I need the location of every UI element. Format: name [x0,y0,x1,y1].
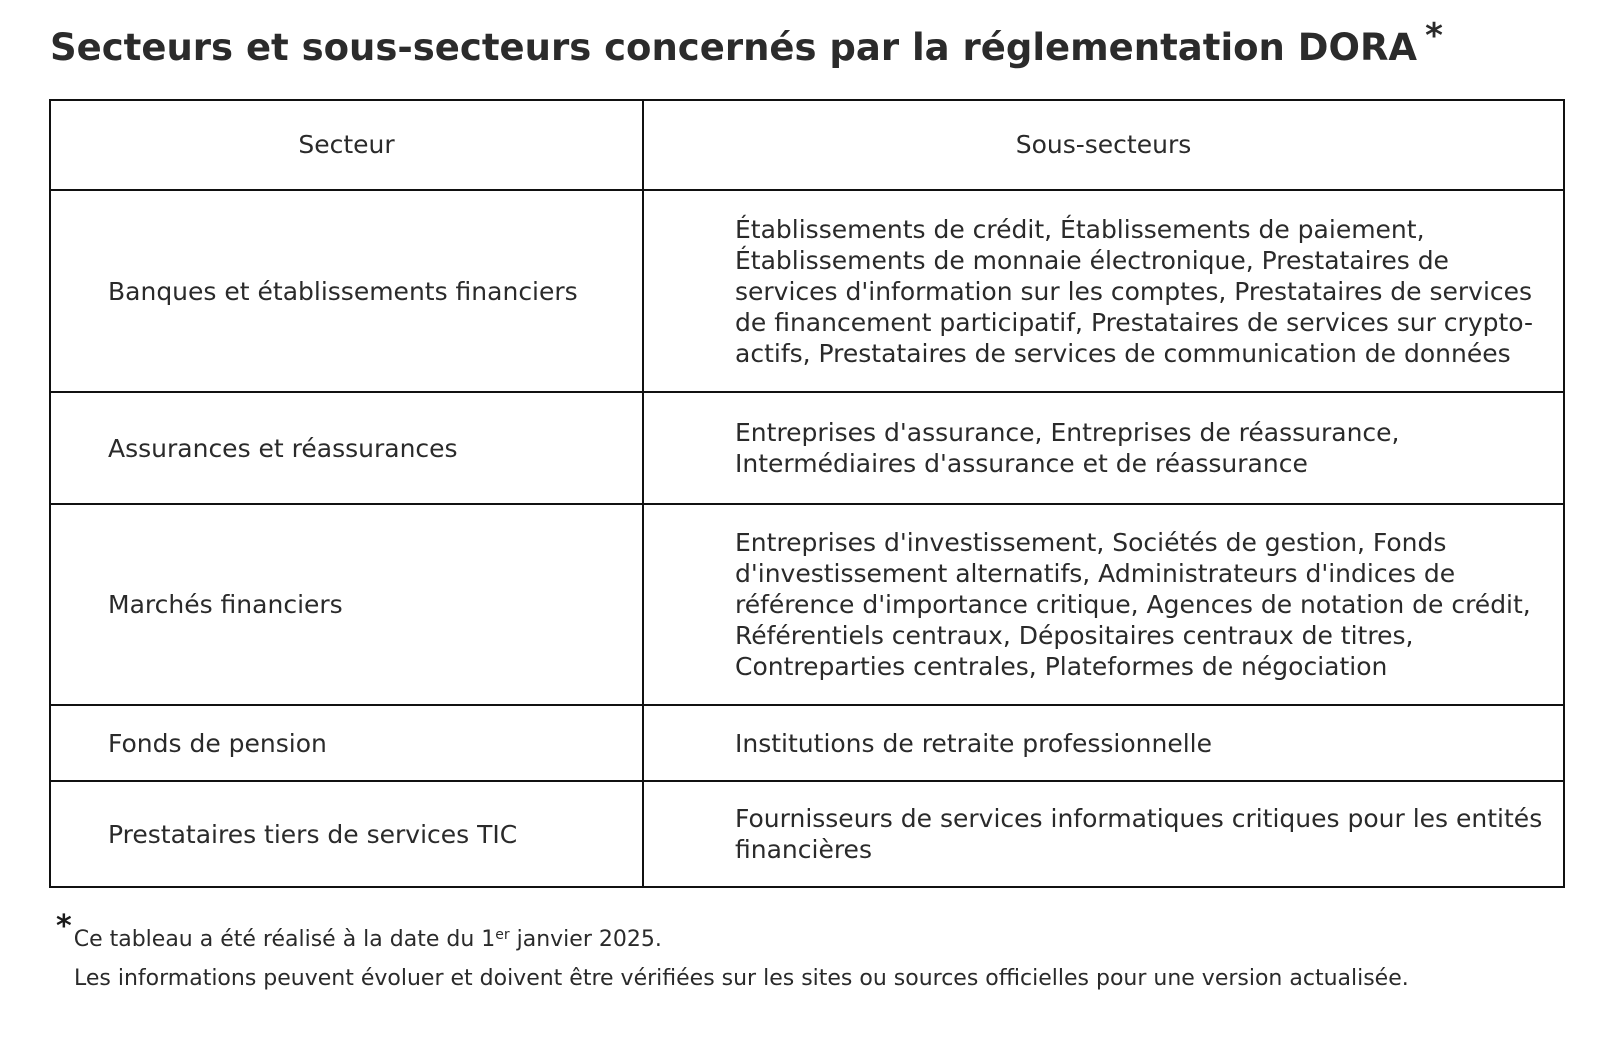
page-title-text: Secteurs et sous-secteurs concernés par la réglementation DORA [50,26,1418,69]
table-row [50,781,1564,887]
sector-cell: Assurances et réassurances [50,392,643,504]
sector-cell: Prestataires tiers de services TIC [50,781,643,887]
sector-cell: Fonds de pension [50,705,643,781]
footnote-asterisk: * [56,909,72,944]
sectors-table [49,99,1565,888]
table-row [50,392,1564,504]
footnote-ordinal-suffix: er [495,927,510,943]
sub-sectors-cell: Entreprises d'investissement, Sociétés de gestion, Fonds d'investissement alternatifs, Administrateurs d'indices de référence d'importance critique, Agences de notation de crédit, Référentiels centraux, Dépositaires centraux de titres, Contreparties centrales, Plateformes de négociation [643,504,1564,705]
column-header-secteur: Secteur [50,100,643,190]
sub-sectors-cell: Institutions de retraite professionnelle [643,705,1564,781]
footnote-date-text-end: janvier 2025. [509,927,662,952]
table-row [50,705,1564,781]
table-header-row [50,100,1564,190]
footnote [56,909,1409,994]
table-row [50,190,1564,392]
column-header-sous-secteurs: Sous-secteurs [643,100,1564,190]
title-asterisk: * [1425,16,1443,56]
footnote-date-line [56,909,1409,955]
sub-sectors-cell: Fournisseurs de services informatiques critiques pour les entités financières [643,781,1564,887]
sector-cell: Marchés financiers [50,504,643,705]
sector-cell: Banques et établissements financiers [50,190,643,392]
sub-sectors-cell: Entreprises d'assurance, Entreprises de réassurance, Intermédiaires d'assurance et de réassurance [643,392,1564,504]
footnote-disclaimer: Les informations peuvent évoluer et doivent être vérifiées sur les sites ou sources officielles pour une version actualisée. [74,966,1409,991]
sub-sectors-cell: Établissements de crédit, Établissements de paiement, Établissements de monnaie électronique, Prestataires de services d'information sur les comptes, Prestataires de services de financement participatif, Prestataires de services sur crypto-actifs, Prestataires de services de communication de données [643,190,1564,392]
table-row [50,504,1564,705]
page-title [50,16,1443,74]
footnote-date-text: Ce tableau a été réalisé à la date du 1 [73,927,496,952]
